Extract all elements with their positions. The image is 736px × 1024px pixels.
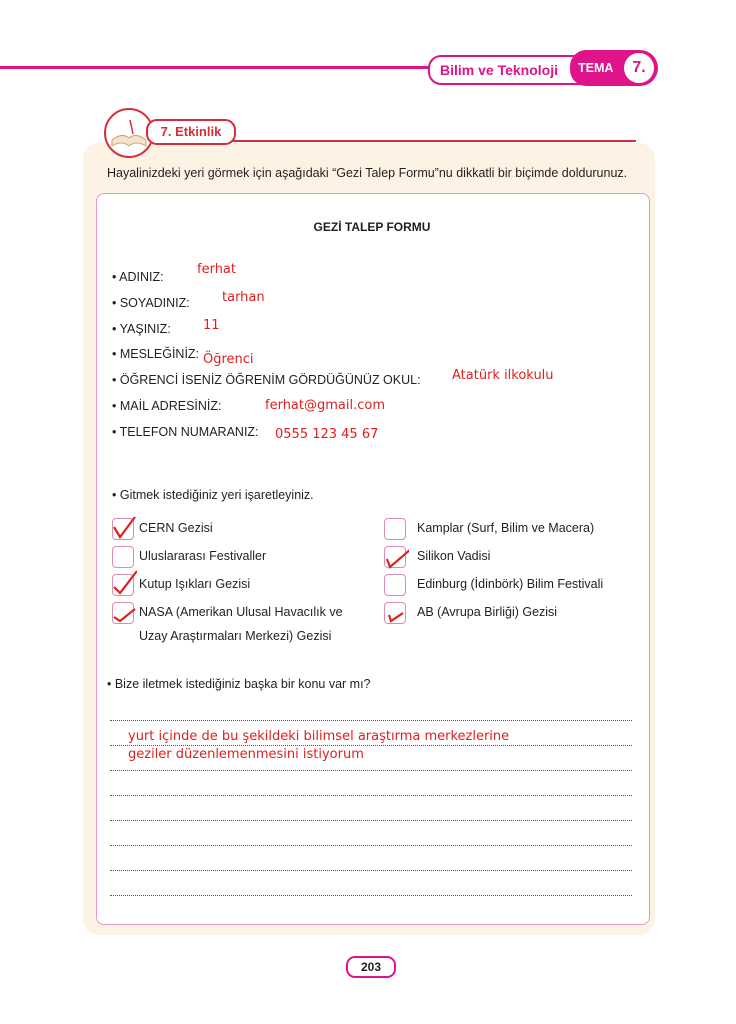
check-mark-icon <box>383 541 409 569</box>
option-label: Silikon Vadisi <box>417 549 491 563</box>
field-value-name[interactable]: ferhat <box>197 262 236 277</box>
choice-prompt: • Gitmek istediğiniz yeri işaretleyiniz. <box>112 488 314 502</box>
instruction-text: Hayalinizdeki yeri görmek için aşağıdaki “Gezi Talep Formu”nu dikkatli bir biçimde doldurunuz. <box>107 166 628 180</box>
check-mark-icon <box>111 513 137 541</box>
answer-line <box>110 820 632 821</box>
option-label: Edinburg (İdinbörk) Bilim Festivali <box>417 577 604 591</box>
theme-title: Bilim ve Teknoloji <box>428 55 592 85</box>
activity-rule <box>230 140 636 142</box>
form-title: GEZİ TALEP FORMU <box>313 220 431 234</box>
header-rule <box>0 66 440 69</box>
field-value-age[interactable]: 11 <box>203 318 220 333</box>
check-mark-icon <box>111 569 137 597</box>
field-label-occupation: • MESLEĞİNİZ: <box>112 347 200 361</box>
field-value-occupation[interactable]: Öğrenci <box>203 352 254 367</box>
check-mark-icon <box>383 597 409 625</box>
answer-line <box>110 795 632 796</box>
checkbox-eu[interactable] <box>384 602 406 624</box>
field-label-phone: • TELEFON NUMARANIZ: <box>112 425 259 439</box>
answer-line <box>110 870 632 871</box>
field-label-name: • ADINIZ: <box>112 270 164 284</box>
page-number: 203 <box>346 956 396 978</box>
option-label: Kutup Işıkları Gezisi <box>139 577 251 591</box>
checkbox-camps[interactable] <box>384 518 406 540</box>
checkbox-edinburgh[interactable] <box>384 574 406 596</box>
theme-label: TEMA <box>578 61 614 75</box>
theme-badge <box>570 50 658 86</box>
answer-text[interactable]: yurt içinde de bu şekildeki bilimsel araştırma merkezlerine <box>128 729 510 744</box>
question-text: • Bize iletmek istediğiniz başka bir konu var mı? <box>107 677 371 691</box>
check-mark-icon <box>111 597 137 625</box>
answer-line <box>110 745 632 746</box>
option-label: CERN Gezisi <box>139 521 213 535</box>
checkbox-cern[interactable] <box>112 518 134 540</box>
checkbox-silicon-valley[interactable] <box>384 546 406 568</box>
checkbox-northern-lights[interactable] <box>112 574 134 596</box>
checkbox-festivals[interactable] <box>112 546 134 568</box>
option-label: NASA (Amerikan Ulusal Havacılık ve <box>139 605 343 619</box>
field-value-email[interactable]: ferhat@gmail.com <box>265 398 385 413</box>
answer-line <box>110 720 632 721</box>
field-label-school: • ÖĞRENCİ İSENİZ ÖĞRENİM GÖRDÜĞÜNÜZ OKUL: <box>112 373 421 387</box>
answer-text[interactable]: geziler düzenlemenmesini istiyorum <box>128 747 364 762</box>
answer-line <box>110 770 632 771</box>
answer-line <box>110 845 632 846</box>
field-value-surname[interactable]: tarhan <box>222 290 265 305</box>
checkbox-nasa[interactable] <box>112 602 134 624</box>
activity-label: 7. Etkinlik <box>146 119 236 145</box>
field-label-email: • MAİL ADRESİNİZ: <box>112 399 222 413</box>
field-label-age: • YAŞINIZ: <box>112 322 171 336</box>
option-label: Kamplar (Surf, Bilim ve Macera) <box>417 521 595 535</box>
theme-number: 7. <box>624 53 654 83</box>
option-label: AB (Avrupa Birliği) Gezisi <box>417 605 558 619</box>
field-value-school[interactable]: Atatürk ilkokulu <box>452 368 554 383</box>
option-label-cont: Uzay Araştırmaları Merkezi) Gezisi <box>139 629 332 643</box>
answer-line <box>110 895 632 896</box>
field-value-phone[interactable]: 0555 123 45 67 <box>275 427 379 442</box>
field-label-surname: • SOYADINIZ: <box>112 296 190 310</box>
option-label: Uluslararası Festivaller <box>139 549 267 563</box>
